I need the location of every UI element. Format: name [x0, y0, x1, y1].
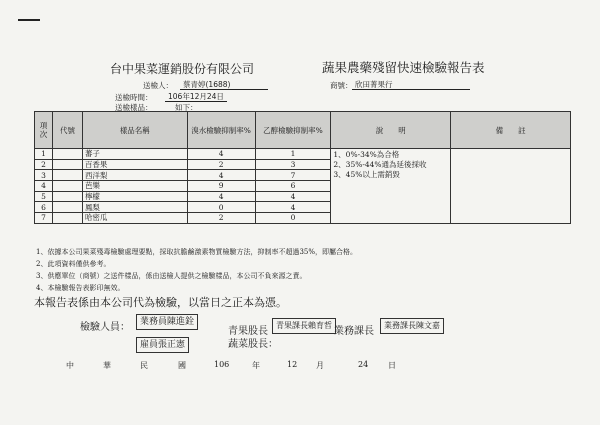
cell-no: 1: [35, 149, 53, 160]
cell-code: [52, 202, 82, 213]
merchant-label: 商號：: [330, 81, 353, 90]
footer-year: 106: [214, 360, 230, 369]
date-era-1: 中: [66, 361, 74, 370]
cell-no: 7: [35, 213, 53, 224]
sample-value: 如下：: [175, 103, 198, 112]
inspector-stamp-2: 雇員張正憲: [136, 337, 189, 353]
cell-water: 4: [187, 149, 255, 160]
sender-label: 送檢人：: [143, 81, 173, 90]
company-name: 台中果菜運銷股份有限公司: [110, 62, 255, 76]
date-label: 送檢時間：: [115, 93, 153, 102]
cell-no: 2: [35, 159, 53, 170]
explain-line: 1、0%-34%為合格: [333, 150, 400, 159]
business-chief-stamp: 業務課長陳文嘉: [380, 318, 444, 334]
cell-water: 0: [187, 202, 255, 213]
footer-day: 24: [358, 360, 369, 369]
footer-month: 12: [287, 360, 298, 369]
footer-month-unit: 月: [316, 361, 324, 370]
cell-ethanol: 1: [255, 149, 331, 160]
remark-cell: [451, 149, 571, 224]
cell-name: 芭樂: [82, 181, 187, 192]
note-line: 4、本檢驗報告表影印無效。: [36, 284, 125, 292]
cell-ethanol: 6: [255, 181, 331, 192]
validity-statement: 本報告表係由本公司代為檢驗，以當日之正本為憑。: [34, 296, 287, 309]
explain-cell: [331, 149, 451, 224]
sender-underline: [180, 89, 268, 90]
inspector-label: 檢驗人員：: [80, 322, 130, 333]
business-chief-label: 業務課長: [334, 326, 374, 337]
cell-name: 哈密瓜: [82, 213, 187, 224]
footer-day-unit: 日: [388, 361, 396, 370]
table-header-row: [35, 112, 571, 149]
fruit-chief-stamp: 青果課長賴育哲: [272, 318, 336, 334]
cell-ethanol: 4: [255, 202, 331, 213]
cell-ethanol: 0: [255, 213, 331, 224]
cell-no: 3: [35, 170, 53, 181]
header-name: 樣品名稱: [82, 112, 187, 149]
cell-ethanol: 4: [255, 191, 331, 202]
note-line: 3、供應單位（商號）之送件樣品，係由送檢人提供之檢驗樣品，本公司不負來源之責。: [36, 272, 307, 280]
cell-name: 百香果: [82, 159, 187, 170]
table-row: [35, 149, 571, 160]
cell-code: [52, 170, 82, 181]
cell-code: [52, 149, 82, 160]
header-explain: 說 明: [331, 112, 451, 149]
report-title: 蔬果農藥殘留快速檢驗報告表: [322, 60, 485, 75]
cell-code: [52, 159, 82, 170]
cell-name: 檸檬: [82, 191, 187, 202]
cell-ethanol: 3: [255, 159, 331, 170]
merchant-underline: [352, 89, 470, 90]
cell-water: 2: [187, 159, 255, 170]
note-line: 1、依據本公司果菜殘毒檢驗處理要點，採取抗膽鹼激素物質檢驗方法，抑制率不超過35%，即屬合格。: [36, 248, 358, 256]
cell-name: 蕃子: [82, 149, 187, 160]
note-line: 2、此項資料僅供參考。: [36, 260, 111, 268]
footer-year-unit: 年: [252, 361, 260, 370]
notes: [36, 246, 357, 294]
sample-label: 送檢樣品：: [115, 103, 153, 112]
cell-water: 2: [187, 213, 255, 224]
date-era-4: 國: [178, 361, 186, 370]
header-ethanol: 乙醇檢驗抑制率%: [255, 112, 331, 149]
header-water: 溴水檢驗抑制率%: [187, 112, 255, 149]
results-table: [34, 111, 571, 224]
fruit-chief-label: 青果股長: [228, 326, 268, 337]
date-value: 106年12月24日: [168, 92, 224, 101]
cell-code: [52, 181, 82, 192]
explain-line: 3、45%以上需銷毀: [333, 170, 400, 179]
header-item: 項次: [35, 112, 53, 149]
sender-value: 蔡青婷(1688): [183, 80, 231, 89]
veg-chief-label: 蔬菜股長：: [228, 339, 278, 350]
cell-code: [52, 213, 82, 224]
cell-water: 9: [187, 181, 255, 192]
merchant-value: 欣田菁果行: [355, 80, 393, 89]
header-code: 代號: [52, 112, 82, 149]
header-remark: 備 註: [451, 112, 571, 149]
cell-name: 鳳梨: [82, 202, 187, 213]
cell-no: 4: [35, 181, 53, 192]
date-era-3: 民: [140, 361, 148, 370]
explain-line: 2、35%-44%通為延後採收: [333, 160, 427, 169]
cell-no: 5: [35, 191, 53, 202]
cell-no: 6: [35, 202, 53, 213]
cell-water: 4: [187, 170, 255, 181]
cell-name: 西洋梨: [82, 170, 187, 181]
corner-mark: [18, 19, 40, 21]
date-era-2: 華: [103, 361, 111, 370]
inspector-stamp: 業務員陳進銓: [136, 314, 198, 330]
cell-ethanol: 7: [255, 170, 331, 181]
cell-water: 4: [187, 191, 255, 202]
cell-code: [52, 191, 82, 202]
